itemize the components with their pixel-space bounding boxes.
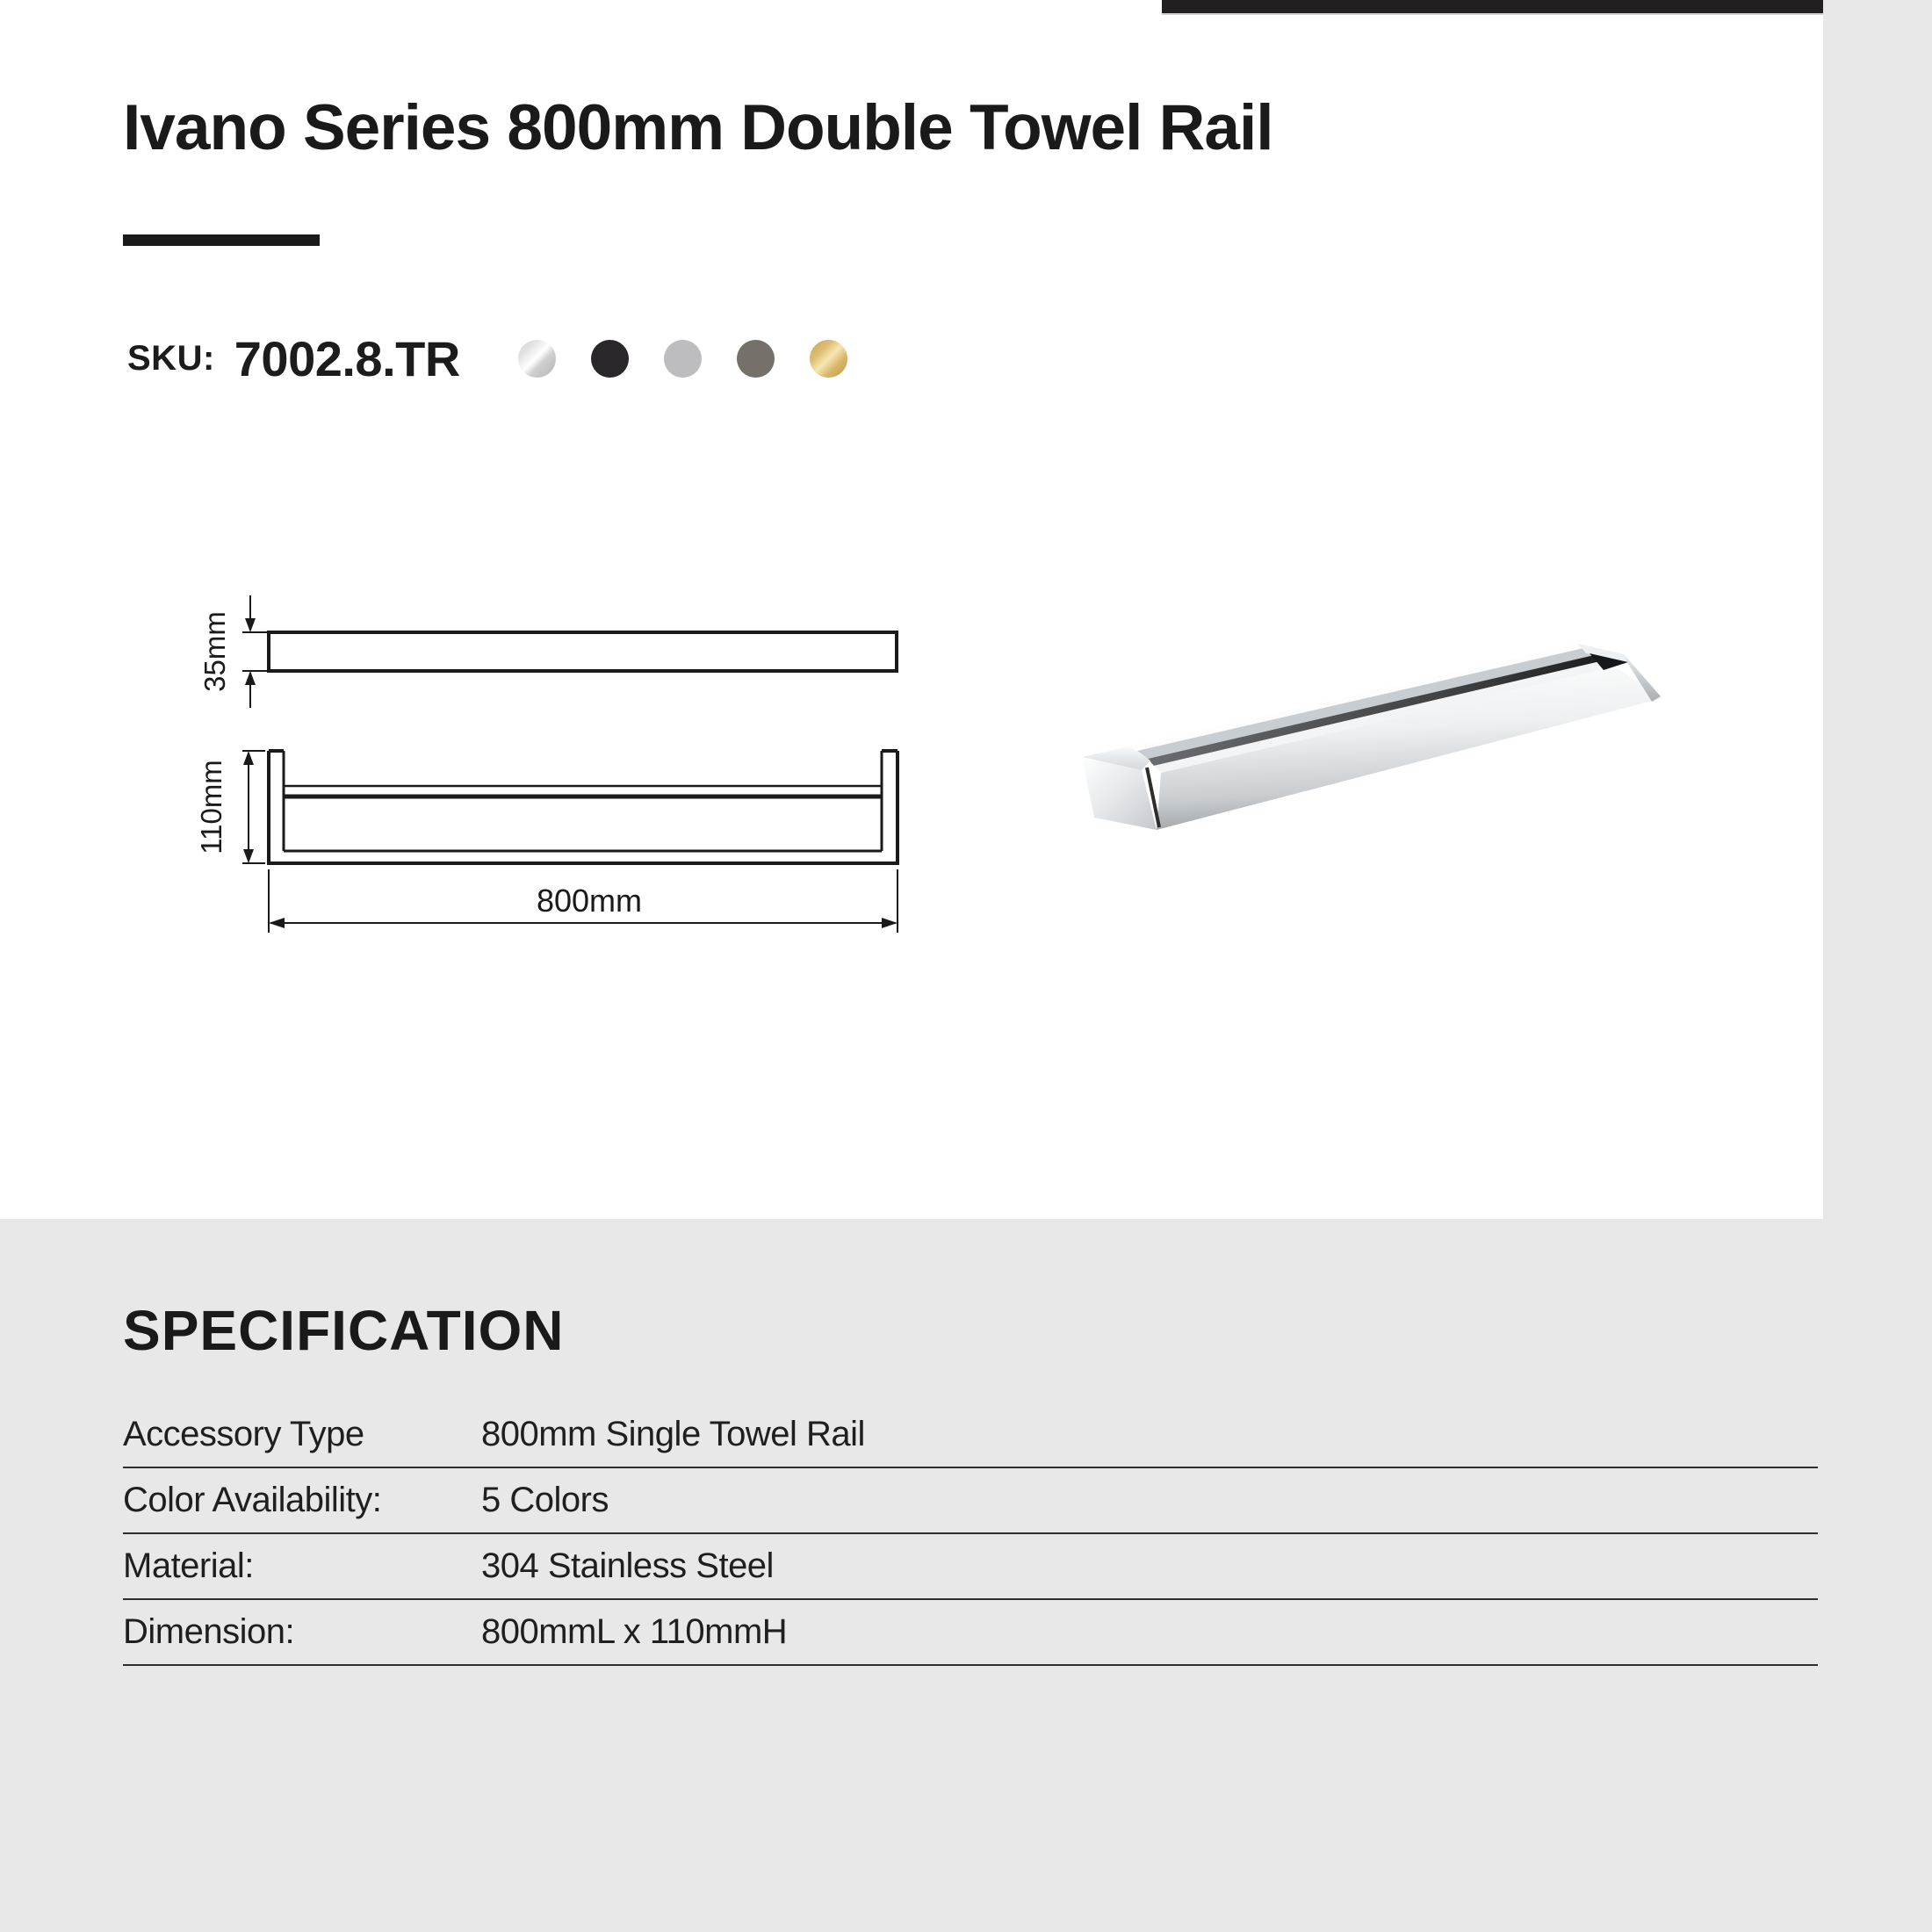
spec-value: 800mmL x 110mmH [481, 1612, 788, 1651]
sku-row [127, 332, 883, 385]
spec-row-material [123, 1534, 1818, 1600]
color-swatch-matte-black [591, 340, 629, 378]
towel-rail-render [1082, 644, 1662, 830]
drawing-depth-label: 110mm [195, 760, 227, 854]
spec-label: Accessory Type [123, 1415, 364, 1453]
page-title: Ivano Series 800mm Double Towel Rail [123, 92, 1273, 163]
spec-heading: SPECIFICATION [123, 1299, 565, 1362]
drawing-height-label: 35mm [198, 611, 231, 692]
drawing-width-label: 800mm [536, 883, 643, 919]
spec-row-color-availability [123, 1468, 1818, 1534]
spec-value: 5 Colors [481, 1481, 609, 1519]
color-swatch-brushed-gold [810, 340, 847, 378]
spec-label: Color Availability: [123, 1481, 382, 1519]
spec-row-dimension [123, 1600, 1818, 1666]
color-swatch-chrome [518, 340, 556, 378]
color-swatch-brushed-nickel [664, 340, 702, 378]
spec-value: 304 Stainless Steel [481, 1546, 774, 1585]
technical-drawing [123, 571, 966, 948]
product-photo [1010, 571, 1712, 966]
spec-value: 800mm Single Towel Rail [481, 1415, 865, 1453]
spec-label: Material: [123, 1546, 254, 1585]
spec-table [123, 1402, 1818, 1666]
top-accent-bar [1162, 0, 1932, 15]
color-swatch-list [518, 340, 883, 378]
right-gray-strip [1823, 0, 1932, 1219]
spec-row-accessory-type [123, 1402, 1818, 1468]
sku-label: SKU: [127, 338, 215, 378]
spec-label: Dimension: [123, 1612, 295, 1651]
sku-value: 7002.8.TR [234, 330, 460, 386]
color-swatch-gunmetal [737, 340, 775, 378]
title-underline [123, 234, 320, 246]
